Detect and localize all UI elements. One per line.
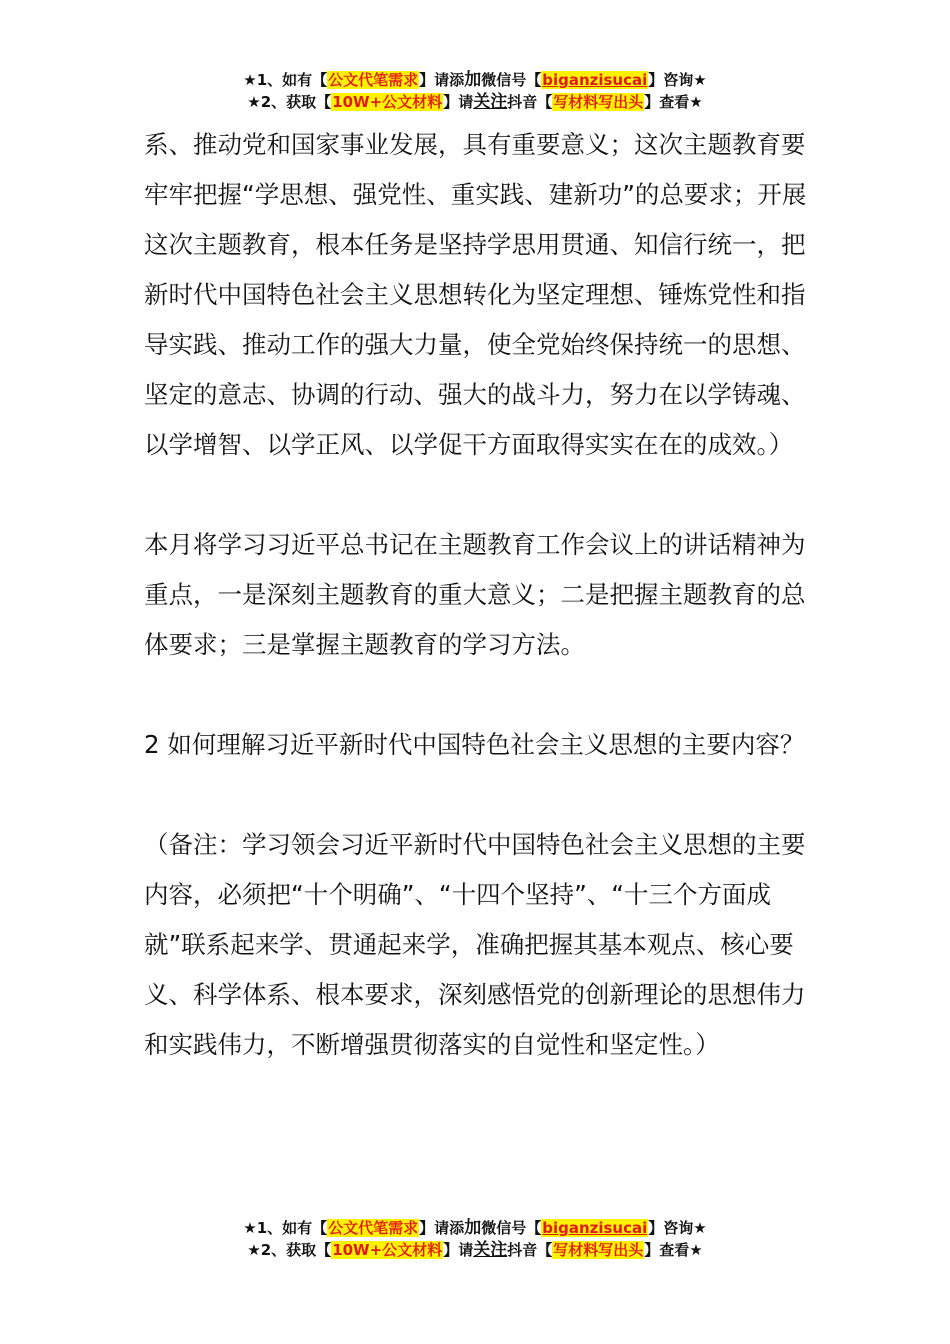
- banner-line-1: ★1、如有【公文代笔需求】请添加微信号【biganzisucai】咨询★: [243, 1218, 707, 1238]
- highlight-wechat-id: biganzisucai: [542, 71, 648, 89]
- document-body: [144, 120, 814, 1070]
- header-banner: [0, 69, 950, 113]
- highlight-wechat-id: biganzisucai: [542, 1219, 648, 1237]
- highlight-douyin: 写材料写出头: [553, 93, 644, 111]
- highlight-douyin: 写材料写出头: [553, 1241, 644, 1259]
- highlight-materials: 10W+公文材料: [332, 93, 443, 111]
- banner-line-2: ★2、获取【10W+公文材料】请关注抖音【写材料写出头】查看★: [247, 92, 703, 112]
- highlight-service: 公文代笔需求: [328, 1219, 419, 1237]
- highlight-service: 公文代笔需求: [328, 71, 419, 89]
- paragraph-1: 系、推动党和国家事业发展，具有重要意义；这次主题教育要牢牢把握“学思想、强党性、重实践、建新功”的总要求；开展这次主题教育，根本任务是坚持学思用贯通、知信行统一，把新时代中国特色社会主义思想转化为坚定理想、锤炼党性和指导实践、推动工作的强大力量，使全党始终保持统一的思想、坚定的意志、协调的行动、强大的战斗力，努力在以学铸魂、以学增智、以学正风、以学促干方面取得实实在在的成效。）: [144, 130, 807, 459]
- question-heading: 2 如何理解习近平新时代中国特色社会主义思想的主要内容？: [144, 730, 805, 759]
- paragraph-2: 本月将学习习近平总书记在主题教育工作会议上的讲话精神为重点，一是深刻主题教育的重大意义；二是把握主题教育的总体要求；三是掌握主题教育的学习方法。: [144, 530, 806, 659]
- highlight-materials: 10W+公文材料: [332, 1241, 443, 1259]
- banner-line-2: ★2、获取【10W+公文材料】请关注抖音【写材料写出头】查看★: [247, 1240, 703, 1260]
- paragraph-3: （备注：学习领会习近平新时代中国特色社会主义思想的主要内容，必须把“十个明确”、“十四个坚持”、“十三个方面成就”联系起来学、贯通起来学，准确把握其基本观点、核心要义、科学体系、根本要求，深刻感悟党的创新理论的思想伟力和实践伟力，不断增强贯彻落实的自觉性和坚定性。）: [144, 830, 806, 1059]
- banner-line-1: ★1、如有【公文代笔需求】请添加微信号【biganzisucai】咨询★: [243, 70, 707, 90]
- footer-banner: [0, 1217, 950, 1261]
